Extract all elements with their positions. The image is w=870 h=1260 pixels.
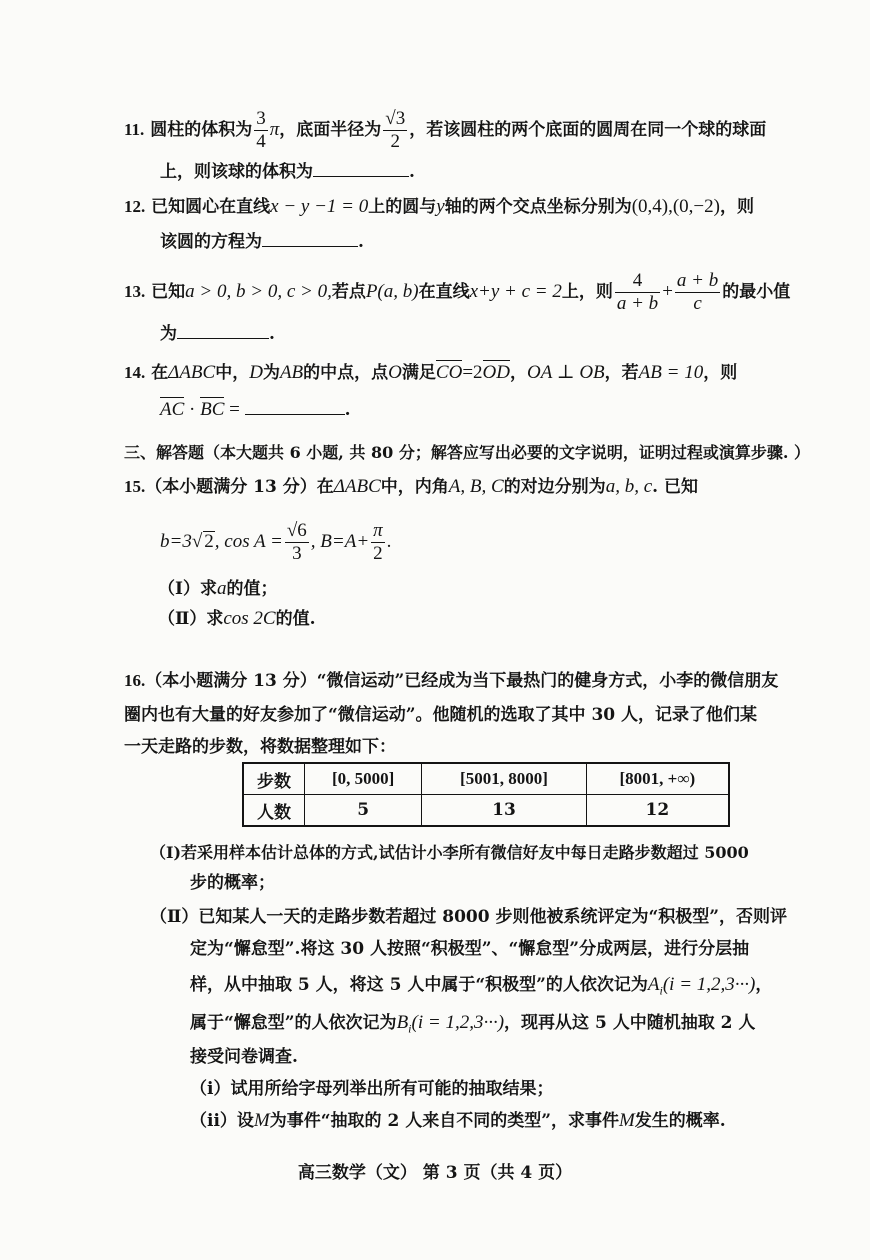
q13-text: 若点 — [331, 282, 366, 302]
q14-line2 — [160, 398, 351, 421]
math-point: P(a, b) — [365, 281, 419, 302]
page-footer: 高三数学（文） 第 3 页（共 4 页） — [297, 1163, 573, 1183]
q11-fraction-radius — [383, 108, 407, 153]
steps-table — [242, 762, 730, 827]
q14-text: ， — [509, 363, 527, 383]
table-cell: 13 — [422, 795, 586, 827]
math-eq: =2 — [462, 362, 483, 383]
math-var: O — [388, 362, 402, 383]
math-cos2c: cos 2C — [223, 608, 276, 629]
period: . — [344, 400, 351, 420]
math-equation: x − y −1 = 0 — [270, 196, 369, 217]
part-text: （ii）设 — [190, 1111, 254, 1131]
q13-fraction-2 — [675, 270, 720, 315]
q16-part2-line4 — [190, 1012, 755, 1039]
q15-line1 — [124, 476, 698, 498]
q15-text: 的对边分别为 — [503, 477, 606, 497]
q11-text: ，底面半径为 — [279, 120, 382, 140]
frac-num: √3 — [385, 108, 406, 129]
q14-line1 — [124, 362, 737, 384]
q16-part2-line5: 接受问卷调查. — [190, 1047, 298, 1067]
answer-blank[interactable] — [262, 230, 358, 247]
q16-line2: 圈内也有大量的好友参加了“微信运动”。他随机的选取了其中 30 人，记录了他们某 — [124, 705, 758, 725]
math-var: D — [249, 362, 263, 383]
pi-symbol: π — [269, 119, 280, 140]
q13-line2 — [160, 322, 275, 345]
table-row — [243, 795, 729, 827]
q13-text: 的最小值 — [722, 282, 791, 302]
math-perpendicular: OA ⊥ OB — [526, 362, 605, 383]
q12-text: 已知圆心在直线 — [151, 197, 271, 217]
math-eq: = — [224, 399, 245, 420]
q15-text: （本小题满分 13 分）在 — [145, 477, 334, 497]
q11-line2 — [160, 160, 415, 183]
plus-sign: + — [662, 281, 673, 302]
math-length: AB = 10 — [638, 362, 704, 383]
q13-fraction-1 — [615, 270, 660, 315]
q14-text: 满足 — [401, 363, 436, 383]
part-label: （Ⅱ）求 — [158, 609, 224, 629]
vector-ac: AC — [160, 399, 185, 420]
math-triangle: ΔABC — [168, 362, 216, 383]
math-var: B — [396, 1012, 409, 1033]
q14-text: ，则 — [703, 363, 738, 383]
dot-symbol: · — [184, 399, 201, 420]
q11-number: 11. — [124, 120, 145, 139]
q14-text: 中， — [215, 363, 250, 383]
part-text: 属于“懈怠型”的人依次记为 — [190, 1013, 397, 1033]
part-text: ， — [755, 975, 773, 995]
frac-den: 3 — [292, 543, 302, 564]
frac-den: a + b — [616, 293, 659, 314]
part-text: 样，从中抽取 5 人，将这 5 人中属于“积极型”的人依次记为 — [190, 975, 648, 995]
part-label: （Ⅰ）求 — [158, 579, 217, 599]
math-sides: a, b, c — [605, 476, 653, 497]
q16-part2-line2: 定为“懈怠型”.将这 30 人按照“积极型”、“懈怠型”分成两层，进行分层抽 — [190, 939, 750, 959]
q12-text: 上的圆与 — [368, 197, 437, 217]
q15-line2: b=3√ 2, cos A = $\frac{√6}{3}$ , B=A+ $\frac{\pi}{2}$ . — [160, 520, 392, 564]
table-cell: 12 — [586, 795, 729, 827]
math-var: a — [216, 578, 227, 599]
math-cos: , cos A = — [214, 531, 283, 552]
period: . — [386, 531, 392, 552]
math-angles: A, B, C — [448, 476, 504, 497]
part-text: 的值； — [226, 579, 278, 599]
section-title: 三、解答题（本大题共 6 小题, 共 80 分；解答应写出必要的文字说明，证明过程或演算步骤. ） — [124, 443, 810, 462]
q11-text: 上，则该球的体积为 — [160, 162, 313, 182]
q13-text: 为 — [160, 324, 177, 344]
math-var: A — [647, 974, 660, 995]
answer-blank[interactable] — [313, 160, 409, 177]
table-cell: 5 — [305, 795, 422, 827]
q15-text: 中，内角 — [380, 477, 449, 497]
q12-text: 轴的两个交点坐标分别为 — [444, 197, 632, 217]
frac-num: π — [373, 520, 383, 541]
math-var: y — [436, 196, 445, 217]
frac-den: 2 — [373, 543, 383, 564]
q14-text: 在 — [151, 363, 169, 383]
part-text: 为事件“抽取的 2 人来自不同的类型”，求事件 — [269, 1111, 619, 1131]
part-text: 的值. — [275, 609, 316, 629]
q11-text: ，若该圆柱的两个底面的圆周在同一个球的球面 — [409, 120, 767, 140]
q15-part1 — [158, 578, 277, 600]
q15-text: . 已知 — [652, 477, 698, 497]
part-text: 发生的概率. — [634, 1111, 726, 1131]
q15-fraction-pi — [371, 520, 385, 565]
q14-text: 的中点，点 — [303, 363, 389, 383]
table-header-cell: 步数 — [243, 763, 305, 795]
math-subscript: i — [408, 1021, 412, 1036]
q13-text: 已知 — [151, 282, 186, 302]
sqrt-radicand: 2 — [204, 531, 214, 552]
table-header-cell: [0, 5000] — [305, 763, 422, 795]
q16-line3: 一天走路的步数，将数据整理如下： — [124, 737, 396, 757]
q16-sub1: （i）试用所给字母列举出所有可能的抽取结果； — [190, 1079, 554, 1099]
vector-od: OD — [482, 362, 510, 383]
table-header-cell: [8001, +∞) — [586, 763, 729, 795]
q12-line2 — [160, 230, 364, 253]
frac-num: 4 — [615, 270, 660, 293]
q16-part2-line1: （Ⅱ）已知某人一天的走路步数若超过 8000 步则他被系统评定为“积极型”，否则评 — [150, 907, 788, 927]
q14-text: ，若 — [604, 363, 639, 383]
period: . — [269, 324, 275, 344]
q12-text: 该圆的方程为 — [160, 232, 262, 252]
math-line: x+y + c = 2 — [469, 281, 562, 302]
frac-num: 3 — [256, 108, 266, 129]
table-header-cell: [5001, 8000] — [422, 763, 586, 795]
q15-part2 — [158, 608, 316, 630]
math-var: M — [253, 1110, 270, 1131]
math-relation: , B=A+ — [310, 531, 370, 552]
q11-fraction-volume — [254, 108, 268, 153]
q11-line1 — [124, 108, 766, 153]
period: . — [358, 232, 364, 252]
frac-num: √6 — [286, 520, 307, 541]
math-b: b=3 — [160, 531, 192, 552]
math-index: (i = 1,2,3···) — [662, 974, 756, 995]
q16-sub2 — [190, 1110, 726, 1132]
q16-part1-line2: 步的概率； — [190, 873, 275, 893]
q15-fraction-cos — [285, 520, 309, 565]
period: . — [409, 162, 415, 182]
q16-line1 — [124, 670, 778, 692]
math-subscript: i — [659, 983, 663, 998]
answer-blank[interactable] — [177, 322, 269, 339]
q13-line1 — [124, 270, 790, 315]
q12-line1 — [124, 196, 754, 218]
q12-text: ，则 — [719, 197, 754, 217]
q16-part1-line1: （Ⅰ)若采用样本估计总体的方式,试估计小李所有微信好友中每日走路步数超过 5000 — [150, 843, 749, 862]
q16-number: 16. — [124, 671, 146, 690]
q14-text: 为 — [262, 363, 280, 383]
q15-number: 15. — [124, 477, 146, 496]
math-var: M — [618, 1110, 635, 1131]
frac-den: 4 — [256, 131, 266, 152]
answer-blank[interactable] — [245, 398, 345, 415]
q14-number: 14. — [124, 363, 146, 382]
part-text: ，现再从这 5 人中随机抽取 2 人 — [504, 1013, 756, 1033]
math-triangle: ΔABC — [333, 476, 381, 497]
q13-number: 13. — [124, 282, 146, 301]
math-points: (0,4),(0,−2) — [631, 196, 720, 217]
frac-num: a + b — [676, 270, 719, 291]
math-index: (i = 1,2,3···) — [411, 1012, 505, 1033]
table-cell: 人数 — [243, 795, 305, 827]
q12-number: 12. — [124, 197, 146, 216]
table-row — [243, 763, 729, 795]
frac-den: 2 — [390, 131, 400, 152]
vector-bc: BC — [200, 399, 225, 420]
frac-den: c — [693, 293, 702, 314]
q16-part2-line3 — [190, 974, 772, 1001]
q11-text: 圆柱的体积为 — [150, 120, 253, 140]
math-segment: AB — [279, 362, 304, 383]
q16-text: （本小题满分 13 分）“微信运动”已经成为当下最热门的健身方式，小李的微信朋友 — [145, 671, 779, 691]
q13-text: 上，则 — [561, 282, 613, 302]
q13-text: 在直线 — [418, 282, 470, 302]
math-conditions: a > 0, b > 0, c > 0, — [185, 281, 332, 302]
vector-co: CO — [435, 362, 463, 383]
